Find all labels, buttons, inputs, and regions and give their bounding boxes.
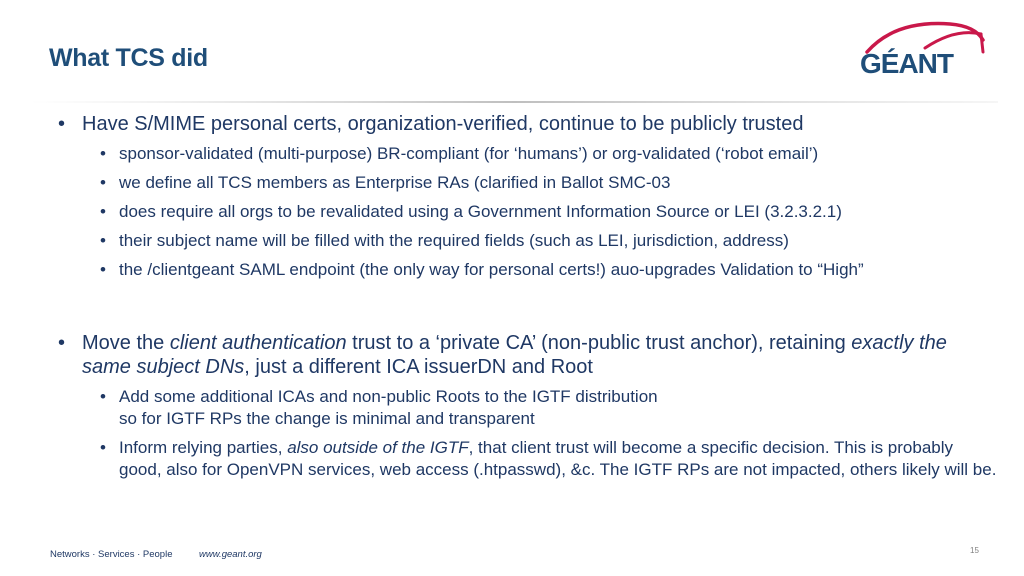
slide-title: What TCS did [49,44,208,72]
bullet-1-text: Have S/MIME personal certs, organization-verified, continue to be publicly trusted [82,113,804,135]
header-divider [30,99,998,105]
sub-bullet [58,386,998,430]
bullet-2-text: Move the client authentication trust to a ‘private CA’ (non-public trust anchor), retaining exactly the same subject DNs, just a different ICA issuerDN and Root [82,332,947,378]
sub-bullet-text: Inform relying parties, also outside of the IGTF, that client trust will become a specific decision. This is probably good, also for OpenVPN services, web access (.htpasswd), &c. The IGTF RPs are not impacted, others likely will be. [119,438,997,479]
bullet-dot-icon: • [100,202,106,221]
bullet-dot-icon: • [100,173,106,192]
sub-bullet-text: their subject name will be filled with the required fields (such as LEI, jurisdiction, address) [119,231,789,250]
footer-tagline: Networks · Services · People [50,549,173,560]
geant-logo-text: GÉANT [860,48,953,79]
footer-url[interactable]: www.geant.org [199,549,262,560]
sub-bullet [58,172,998,194]
sub-bullet-text: does require all orgs to be revalidated using a Government Information Source or LEI (3.2.3.2.1) [119,202,842,221]
bullet-dot-icon: • [100,438,106,457]
sub-bullet-text: we define all TCS members as Enterprise RAs (clarified in Ballot SMC-03 [119,173,671,192]
page-number: 15 [970,546,979,555]
bullet-1 [58,112,998,136]
bullet-dot-icon: • [58,332,66,354]
sub-bullet [58,201,998,223]
slide-body [58,112,998,481]
bullet-dot-icon: • [100,387,106,406]
geant-logo [855,18,990,82]
sub-bullet-text: Add some additional ICAs and non-public Roots to the IGTF distribution so for IGTF RPs the change is minimal and transparent [119,387,658,428]
sub-bullet-text: the /clientgeant SAML endpoint (the only way for personal certs!) auo-upgrades Validation to “High” [119,260,864,279]
sub-bullet [58,230,998,252]
bullet-dot-icon: • [100,144,106,163]
bullet-2 [58,331,998,379]
bullet-dot-icon: • [100,260,106,279]
sub-bullet [58,143,998,165]
bullet-dot-icon: • [100,231,106,250]
sub-bullet [58,259,998,281]
sub-bullet-text: sponsor-validated (multi-purpose) BR-compliant (for ‘humans’) or org-validated (‘robot email’) [119,144,819,163]
bullet-dot-icon: • [58,113,66,135]
sub-bullet [58,437,998,481]
